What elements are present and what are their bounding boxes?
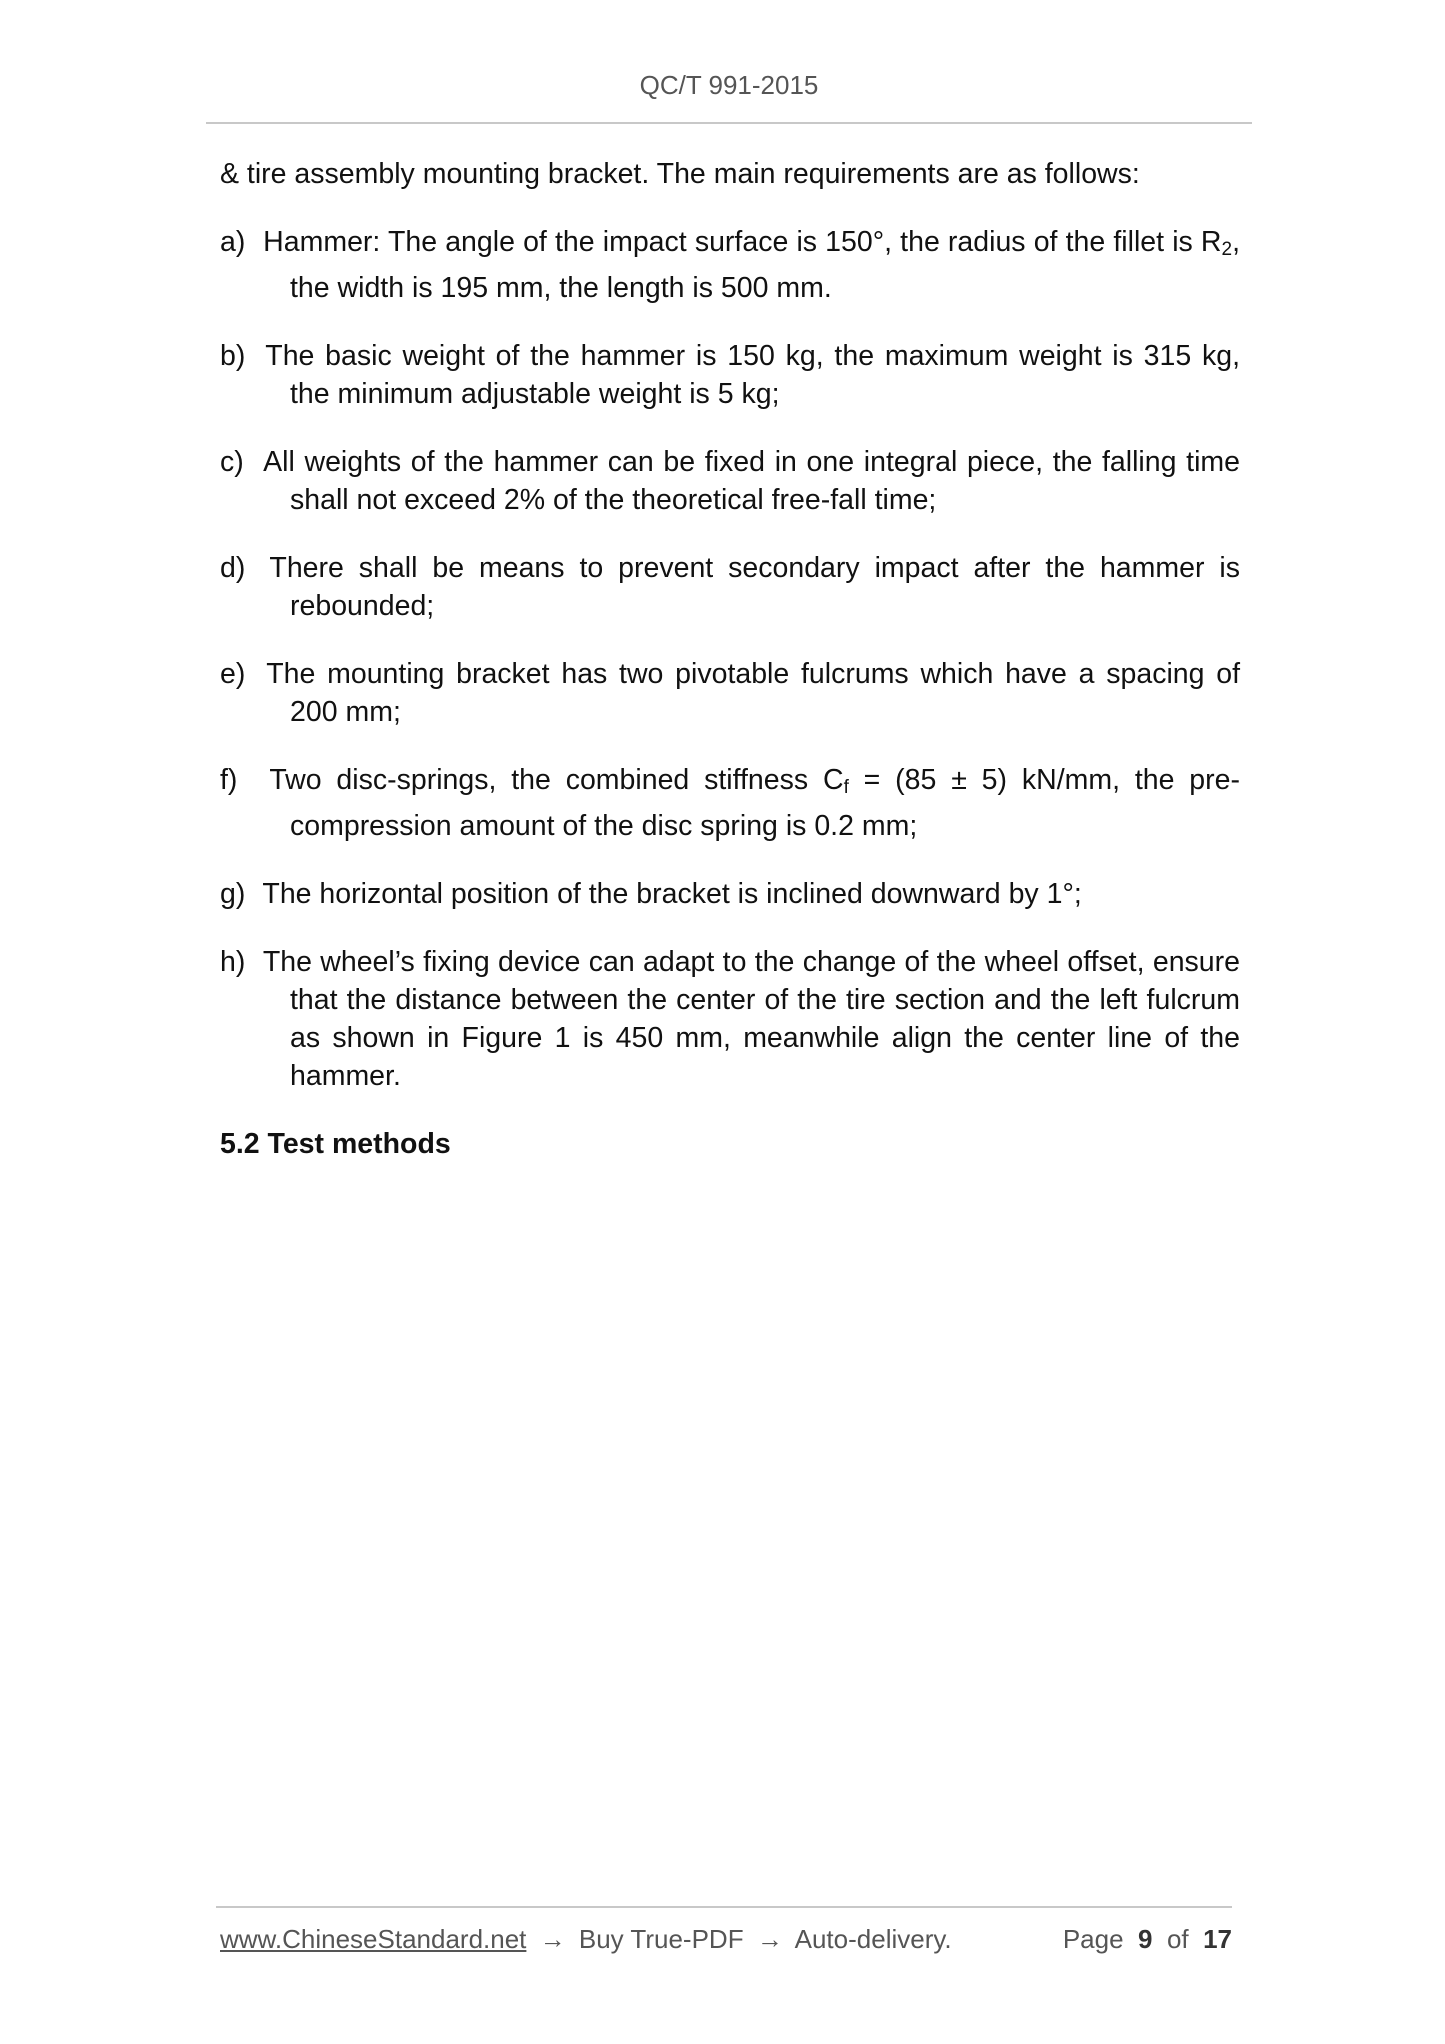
item-text: Hammer: The angle of the impact surface is 150°, the radius of the fillet is R	[263, 226, 1222, 258]
page-number: 9	[1138, 1924, 1153, 1954]
footer-promo	[220, 1924, 952, 1954]
website-link[interactable]: www.ChineseStandard.net	[220, 1924, 527, 1954]
arrow-icon: →	[756, 1924, 783, 1954]
item-subscript: f	[843, 777, 849, 798]
item-text: All weights of the hammer can be fixed in one integral piece, the falling time shall not exceed 2% of the theoretical free-fall time;	[263, 446, 1240, 516]
document-header: QC/T 991-2015	[639, 70, 819, 100]
arrow-icon: →	[539, 1924, 566, 1954]
item-text-cont: = (85 ± 5) kN/mm, the pre-compression amount of the disc spring is 0.2 mm;	[290, 764, 1240, 842]
item-text: There shall be means to prevent secondary impact after the hammer is rebounded;	[269, 552, 1240, 622]
section-heading: 5.2 Test methods	[220, 1128, 451, 1160]
requirement-item-e: e) The mounting bracket has two pivotable fulcrums which have a spacing of 200 mm;	[220, 658, 1240, 728]
requirement-item-d: d) There shall be means to prevent secondary impact after the hammer is rebounded;	[220, 552, 1240, 622]
page-footer	[220, 1924, 1232, 1955]
requirement-item-a: a) Hammer: The angle of the impact surface is 150°, the radius of the fillet is $R_2$, the width is 195 mm, the length is 500 mm.	[220, 226, 1240, 304]
document-body	[220, 155, 1240, 1192]
page-indicator	[1063, 1924, 1232, 1955]
item-text: The mounting bracket has two pivotable fulcrums which have a spacing of 200 mm;	[266, 658, 1240, 728]
delivery-text: Auto-delivery.	[794, 1924, 952, 1954]
requirement-item-g: g) The horizontal position of the bracket is inclined downward by 1°;	[220, 878, 1082, 910]
total-pages: 17	[1203, 1924, 1232, 1954]
buy-text: Buy True-PDF	[578, 1924, 744, 1954]
item-text: The horizontal position of the bracket is inclined downward by 1°;	[262, 878, 1082, 910]
page-word: Page	[1062, 1924, 1124, 1954]
item-text: Two disc-springs, the combined stiffness C	[269, 764, 844, 796]
intro-paragraph: & tire assembly mounting bracket. The main requirements are as follows:	[220, 158, 1140, 190]
item-subscript: 2	[1221, 239, 1233, 260]
requirement-item-c: c) All weights of the hammer can be fixed in one integral piece, the falling time shall not exceed 2% of the theoretical free-fall time;	[220, 446, 1240, 516]
of-word: of	[1166, 1924, 1189, 1954]
requirement-item-b: b) The basic weight of the hammer is 150 kg, the maximum weight is 315 kg, the minimum adjustable weight is 5 kg;	[220, 340, 1240, 410]
footer-divider	[216, 1906, 1232, 1908]
item-text-cont: , the width is 195 mm, the length is 500 mm.	[290, 226, 1240, 304]
item-text: The wheel’s fixing device can adapt to the change of the wheel offset, ensure that the distance between the center of the tire section and the left fulcrum as shown in Figure 1 is 450 mm, meanwhile align the center line of the hammer.	[262, 946, 1240, 1092]
requirement-item-h: h) The wheel’s fixing device can adapt to the change of the wheel offset, ensure that the distance between the center of the tire section and the left fulcrum as shown in Figure 1 is 450 mm, meanwhile align the center line of the hammer.	[220, 946, 1240, 1092]
item-text: The basic weight of the hammer is 150 kg, the maximum weight is 315 kg, the minimum adjustable weight is 5 kg;	[265, 340, 1240, 410]
requirement-item-f: f) Two disc-springs, the combined stiffness $C_f = (85 \pm 5)$ kN/mm, the pre-compression amount of the disc spring is 0.2 mm;	[220, 764, 1240, 842]
header-divider	[206, 122, 1252, 124]
